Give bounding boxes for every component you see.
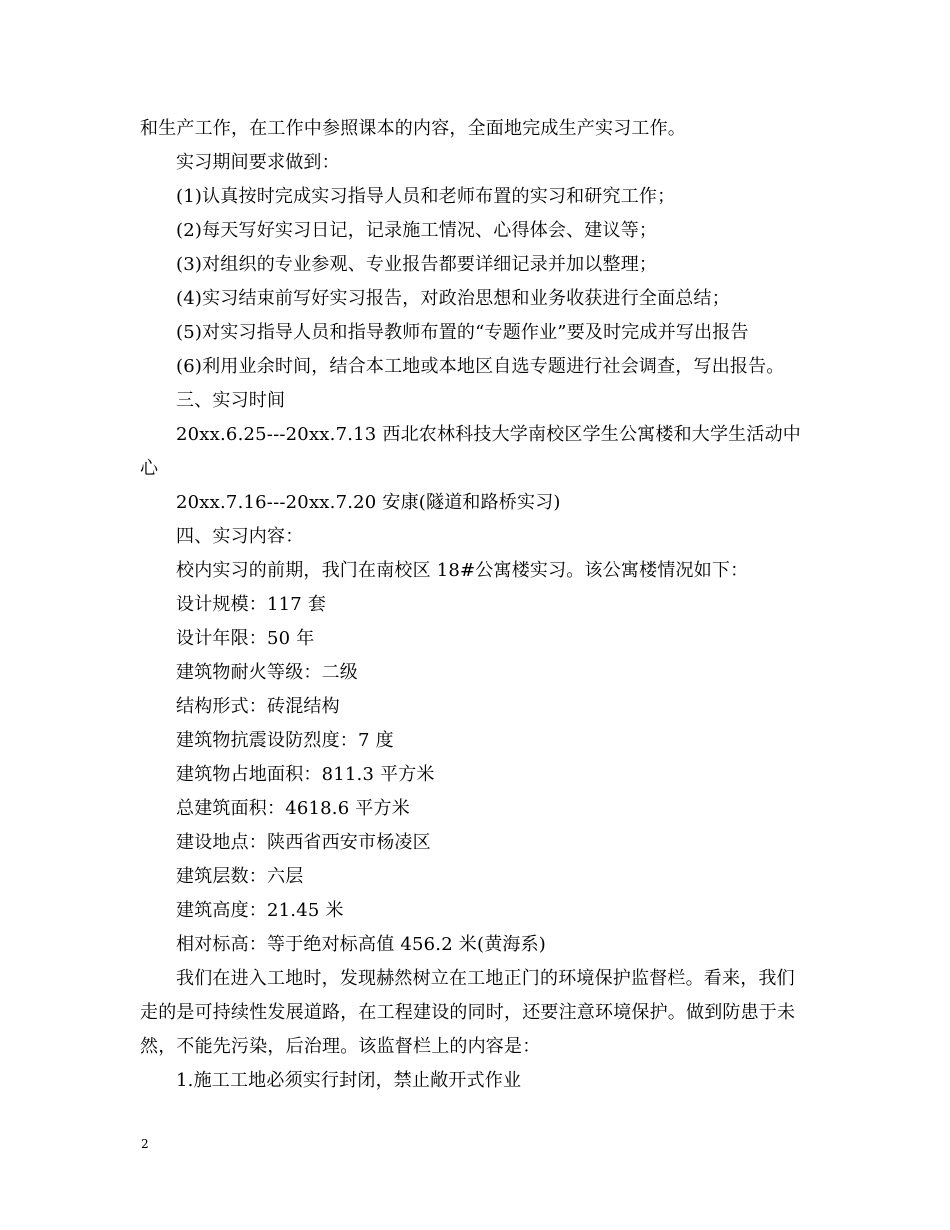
body-line-23: 建筑层数：六层 [176, 866, 304, 887]
body-line-26: 我们在进入工地时，发现赫然树立在工地正门的环境保护监督栏。看来，我们 [176, 968, 795, 989]
body-line-10: 20xx.6.25---20xx.7.13 西北农林科技大学南校区学生公寓楼和大学生活动中 [176, 424, 801, 445]
section-heading-content: 四、实习内容： [176, 526, 304, 547]
body-line-11: 心 [140, 458, 159, 479]
body-line-29: 1.施工工地必须实行封闭，禁止敞开式作业 [176, 1070, 522, 1091]
body-line-6: (4)实习结束前写好实习报告，对政治思想和业务收获进行全面总结； [176, 288, 730, 309]
body-line-7: (5)对实习指导人员和指导教师布置的“专题作业”要及时完成并写出报告 [176, 322, 749, 343]
body-line-20: 建筑物占地面积：811.3 平方米 [176, 764, 435, 785]
body-line-15: 设计规模：117 套 [176, 594, 327, 615]
body-line-1: 和生产工作，在工作中参照课本的内容，全面地完成生产实习工作。 [140, 118, 686, 139]
body-line-14: 校内实习的前期，我门在南校区 18#公寓楼实习。该公寓楼情况如下： [176, 560, 749, 581]
body-line-24: 建筑高度：21.45 米 [176, 900, 344, 921]
page-number: 2 [141, 1137, 149, 1151]
body-line-17: 建筑物耐火等级：二级 [176, 662, 358, 683]
body-line-18: 结构形式：砖混结构 [176, 696, 340, 717]
body-line-28: 然，不能先污染，后治理。该监督栏上的内容是： [140, 1036, 541, 1057]
body-line-3: (1)认真按时完成实习指导人员和老师布置的实习和研究工作； [176, 186, 676, 207]
body-line-2: 实习期间要求做到： [176, 152, 340, 173]
body-line-21: 总建筑面积：4618.6 平方米 [176, 798, 410, 819]
body-line-5: (3)对组织的专业参观、专业报告都要详细记录并加以整理； [176, 254, 658, 275]
body-line-8: (6)利用业余时间，结合本工地或本地区自选专题进行社会调查，写出报告。 [176, 356, 785, 377]
body-line-22: 建设地点：陕西省西安市杨凌区 [176, 832, 431, 853]
body-line-4: (2)每天写好实习日记，记录施工情况、心得体会、建议等； [176, 220, 658, 241]
body-line-16: 设计年限：50 年 [176, 628, 315, 649]
body-line-25: 相对标高：等于绝对标高值 456.2 米(黄海系) [176, 934, 547, 955]
body-line-12: 20xx.7.16---20xx.7.20 安康(隧道和路桥实习) [176, 492, 561, 513]
section-heading-time: 三、实习时间 [176, 390, 286, 411]
body-line-27: 走的是可持续性发展道路，在工程建设的同时，还要注意环境保护。做到防患于未 [140, 1002, 796, 1023]
body-line-19: 建筑物抗震设防烈度：7 度 [176, 730, 394, 751]
